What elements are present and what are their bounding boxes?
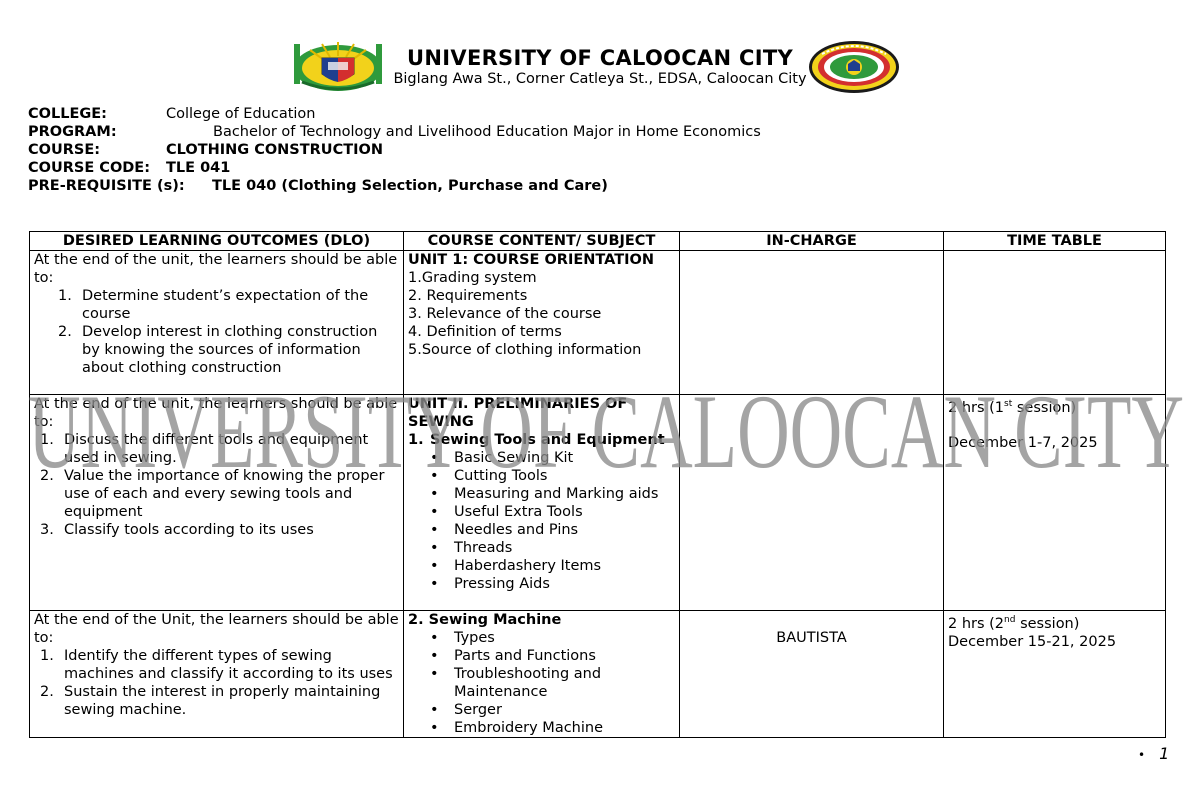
list-item: 3. Relevance of the course <box>408 306 602 322</box>
college-seal-icon <box>808 40 900 94</box>
header-course-content: COURSE CONTENT/ SUBJECT <box>404 232 680 251</box>
dlo-cell <box>30 611 404 738</box>
content-cell <box>404 611 680 738</box>
list-item: 1. Determine student’s expectation of the course <box>58 288 369 322</box>
time-table-cell <box>944 395 1166 611</box>
list-item: 2. Sustain the interest in properly maintaining sewing machine. <box>40 684 381 718</box>
header-in-charge: IN-CHARGE <box>680 232 944 251</box>
dlo-list <box>34 431 399 539</box>
program-value: Bachelor of Technology and Livelihood Education Major in Home Economics <box>213 124 761 140</box>
dlo-cell <box>30 395 404 611</box>
table-header-row <box>30 232 1166 251</box>
time-table-cell <box>944 611 1166 738</box>
list-item: • Embroidery Machine <box>408 719 675 737</box>
list-item: 4. Definition of terms <box>408 324 562 340</box>
topic-list <box>408 449 675 593</box>
instructor-name: BAUTISTA <box>776 630 847 646</box>
dlo-intro: At the end of the unit, the learners should be able to: <box>34 396 398 430</box>
list-item: • Threads <box>408 539 675 557</box>
dlo-list <box>34 647 399 719</box>
dlo-intro: At the end of the Unit, the learners should be able to: <box>34 612 399 646</box>
session-hours: 2 hrs (2nd session) <box>948 615 1080 632</box>
list-item: 1.Grading system <box>408 270 537 286</box>
list-item: • Needles and Pins <box>408 521 675 539</box>
unit-title: UNIT II. PRELIMINARIES OF SEWING <box>408 396 628 430</box>
content-cell <box>404 395 680 611</box>
table-row <box>30 611 1166 738</box>
list-item: • Basic Sewing Kit <box>408 449 675 467</box>
college-value: College of Education <box>166 106 316 122</box>
list-item: 3. Classify tools according to its uses <box>40 522 314 538</box>
list-item: 1. Discuss the different tools and equipment used in sewing. <box>40 432 369 466</box>
time-table-cell <box>944 251 1166 395</box>
dlo-cell <box>30 251 404 395</box>
header-dlo: DESIRED LEARNING OUTCOMES (DLO) <box>30 232 404 251</box>
in-charge-cell <box>680 251 944 395</box>
bullet-icon: • <box>1138 748 1146 762</box>
content-cell <box>404 251 680 395</box>
table-row <box>30 395 1166 611</box>
session-dates: December 1-7, 2025 <box>948 434 1098 451</box>
prerequisite-label: PRE-REQUISITE (s): <box>28 178 185 194</box>
college-label: COLLEGE: <box>28 106 107 122</box>
document-header <box>0 38 1200 98</box>
course-value: CLOTHING CONSTRUCTION <box>166 142 383 158</box>
session-dates: December 15-21, 2025 <box>948 633 1117 650</box>
list-item: • Types <box>408 629 675 647</box>
list-item: 2. Value the importance of knowing the proper use of each and every sewing tools and equipment <box>40 468 385 520</box>
topic-list <box>408 629 675 737</box>
unit-title: UNIT 1: COURSE ORIENTATION <box>408 252 655 268</box>
course-code-label: COURSE CODE: <box>28 160 151 176</box>
list-item: • Troubleshooting and Maintenance <box>408 665 675 701</box>
list-item: • Useful Extra Tools <box>408 503 675 521</box>
list-item: • Haberdashery Items <box>408 557 675 575</box>
list-item: 2. Develop interest in clothing construction by knowing the sources of information about clothing construction <box>58 324 378 376</box>
program-label: PROGRAM: <box>28 124 117 140</box>
watermark-text: UNIVERSITY OF CALOOCAN CITY <box>28 373 1184 481</box>
university-name: UNIVERSITY OF CALOOCAN CITY <box>407 46 793 70</box>
in-charge-cell <box>680 611 944 738</box>
list-item: • Pressing Aids <box>408 575 675 593</box>
subtopic-heading: 1. Sewing Tools and Equipment <box>408 432 665 448</box>
list-item: • Parts and Functions <box>408 647 675 665</box>
in-charge-cell <box>680 395 944 611</box>
session-hours: 2 hrs (1st session) <box>948 399 1077 416</box>
list-item: 2. Requirements <box>408 288 528 304</box>
dlo-list <box>34 287 399 377</box>
table-row <box>30 251 1166 395</box>
list-item: • Serger <box>408 701 675 719</box>
header-time-table: TIME TABLE <box>944 232 1166 251</box>
course-label: COURSE: <box>28 142 101 158</box>
dlo-intro: At the end of the unit, the learners should be able to: <box>34 252 398 286</box>
prerequisite-value: TLE 040 (Clothing Selection, Purchase and Care) <box>212 178 608 194</box>
university-address: Biglang Awa St., Corner Catleya St., EDSA, Caloocan City <box>393 71 807 87</box>
list-item: 1. Identify the different types of sewing machines and classify it according to its uses <box>40 648 393 682</box>
page-number: • 1 <box>1138 744 1170 763</box>
course-code-value: TLE 041 <box>166 160 231 176</box>
subtopic-heading: 2. Sewing Machine <box>408 612 562 628</box>
list-item: • Measuring and Marking aids <box>408 485 675 503</box>
list-item: • Cutting Tools <box>408 467 675 485</box>
syllabus-table <box>29 231 1166 738</box>
list-item: 5.Source of clothing information <box>408 342 642 358</box>
